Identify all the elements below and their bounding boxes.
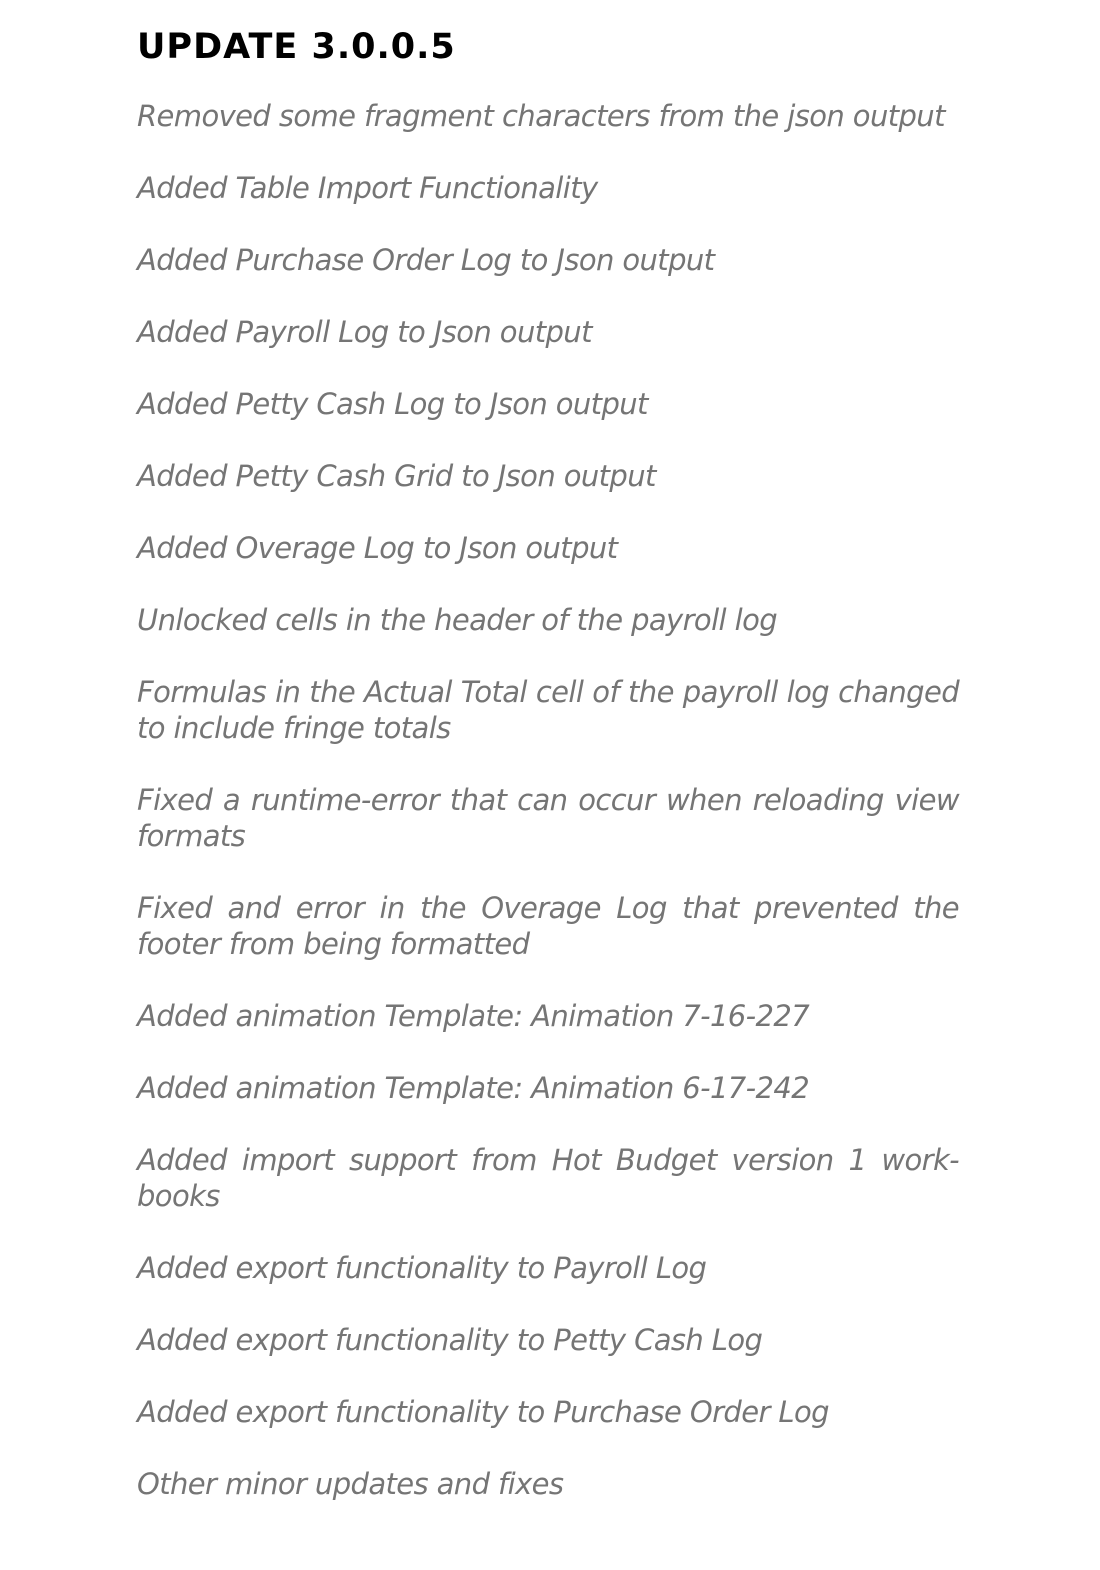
- note-item: Formulas in the Actual Total cell of the payroll log changed to include fringe totals: [137, 675, 959, 745]
- note-item: Added export functionality to Payroll Log: [137, 1251, 707, 1285]
- note-item: Added Overage Log to Json output: [137, 531, 618, 565]
- note-item: Other minor updates and fixes: [137, 1467, 564, 1501]
- note-item: Added export functionality to Purchase Order Log: [137, 1395, 829, 1429]
- note-item: Fixed and error in the Overage Log that prevented the footer from being formatted: [137, 891, 959, 961]
- note-item: Added Petty Cash Grid to Json output: [137, 459, 656, 493]
- note-item: Added export functionality to Petty Cash Log: [137, 1323, 763, 1357]
- note-item: Added animation Template: Animation 6-17-242: [137, 1071, 810, 1105]
- notes-list: [137, 98, 959, 1502]
- note-item: Added Payroll Log to Json output: [137, 315, 592, 349]
- note-item: Added animation Template: Animation 7-16-227: [137, 999, 810, 1033]
- note-item: Added import support from Hot Budget version 1 work-books: [137, 1143, 959, 1213]
- note-item: Unlocked cells in the header of the payroll log: [137, 603, 778, 637]
- release-notes: [137, 24, 959, 1502]
- note-item: Fixed a runtime-error that can occur when reloading view formats: [137, 783, 959, 853]
- note-item: Added Purchase Order Log to Json output: [137, 243, 715, 277]
- note-item: Removed some fragment characters from the json output: [137, 99, 945, 133]
- note-item: Added Table Import Functionality: [137, 171, 598, 205]
- update-title: UPDATE 3.0.0.5: [137, 27, 456, 67]
- note-item: Added Petty Cash Log to Json output: [137, 387, 648, 421]
